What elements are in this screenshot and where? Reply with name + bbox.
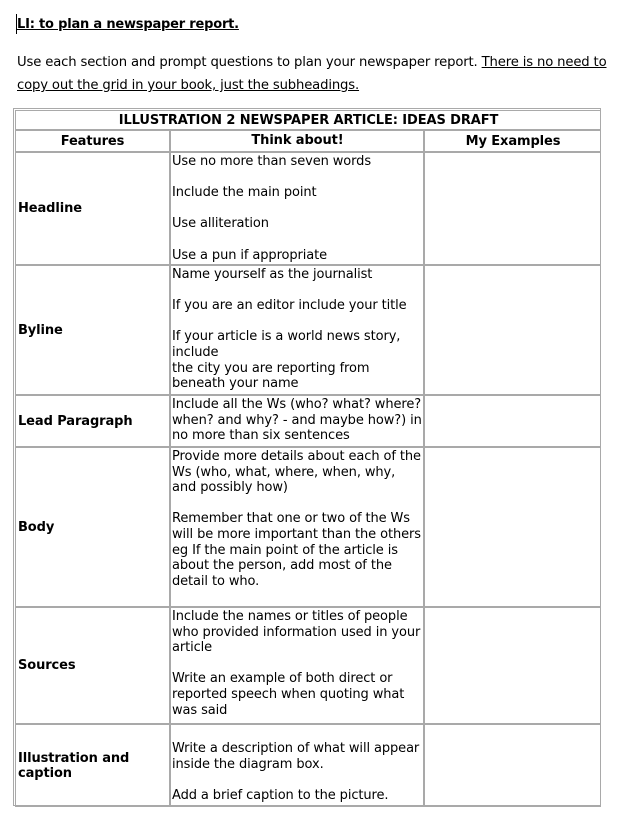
prompts-cell	[170, 724, 424, 807]
learning-intention-heading: LI: to plan a newspaper report.	[17, 17, 239, 32]
prompt-text: Include the main point	[172, 185, 317, 201]
my-examples-cell[interactable]	[424, 724, 601, 807]
table-row	[15, 447, 601, 607]
my-examples-cell[interactable]	[424, 395, 601, 447]
prompts-cell	[170, 447, 424, 607]
prompt-text: Write a description of what will appear inside the diagram box.	[172, 741, 420, 772]
prompt-text: Use alliteration	[172, 216, 269, 232]
prompt-text: the city you are reporting from beneath your name	[172, 360, 370, 392]
column-header-features: Features	[15, 130, 170, 152]
prompt-text: Add a brief caption to the picture.	[172, 787, 389, 803]
feature-cell: Sources	[15, 607, 170, 724]
table-row	[15, 607, 601, 724]
prompt-text: Name yourself as the journalist	[172, 267, 373, 282]
table-row	[15, 395, 601, 447]
prompts-cell	[170, 607, 424, 724]
feature-cell: Illustration and caption	[15, 724, 170, 807]
table-row	[15, 152, 601, 265]
prompt-text: Provide more details about each of the Ws (who, what, where, when, why, and possibly how)	[172, 449, 421, 496]
my-examples-cell[interactable]	[424, 265, 601, 395]
prompt-text: Use a pun if appropriate	[172, 247, 328, 263]
prompt-text: Write an example of both direct or reported speech when quoting what was said	[172, 671, 405, 718]
feature-cell: Lead Paragraph	[15, 395, 170, 447]
prompt-text: Include the names or titles of people who provided information used in your article	[172, 609, 421, 656]
my-examples-cell[interactable]	[424, 152, 601, 265]
prompts-cell	[170, 265, 424, 395]
prompt-text: eg If the main point of the article is about the person, add most of the detail to who.	[172, 542, 398, 589]
prompt-text: If you are an editor include your title	[172, 298, 407, 314]
instructions-paragraph	[17, 51, 612, 97]
table-row	[15, 265, 601, 395]
prompt-text: Include all the Ws (who? what? where? when? and why? - and maybe how?) in no more than six sentences	[172, 397, 422, 444]
column-header-my-examples: My Examples	[424, 130, 601, 152]
prompt-text: Remember that one or two of the Ws will be more important than the others	[172, 511, 421, 542]
my-examples-cell[interactable]	[424, 447, 601, 607]
prompt-text: If your article is a world news story, include	[172, 329, 401, 360]
instructions-text: Use each section and prompt questions to plan your newspaper report.	[17, 55, 482, 70]
feature-cell: Headline	[15, 152, 170, 265]
feature-cell: Body	[15, 447, 170, 607]
prompts-cell	[170, 395, 424, 447]
planning-grid-table	[15, 110, 601, 807]
prompt-text: Use no more than seven words	[172, 154, 371, 169]
table-row	[15, 724, 601, 807]
feature-cell: Byline	[15, 265, 170, 395]
table-title: ILLUSTRATION 2 NEWSPAPER ARTICLE: IDEAS DRAFT	[15, 110, 601, 130]
column-header-think-about: Think about!	[170, 130, 424, 152]
instructions-underlined-text: There is no need to copy out the grid in your book, just the subheadings.	[17, 55, 607, 93]
prompts-cell	[170, 152, 424, 265]
my-examples-cell[interactable]	[424, 607, 601, 724]
